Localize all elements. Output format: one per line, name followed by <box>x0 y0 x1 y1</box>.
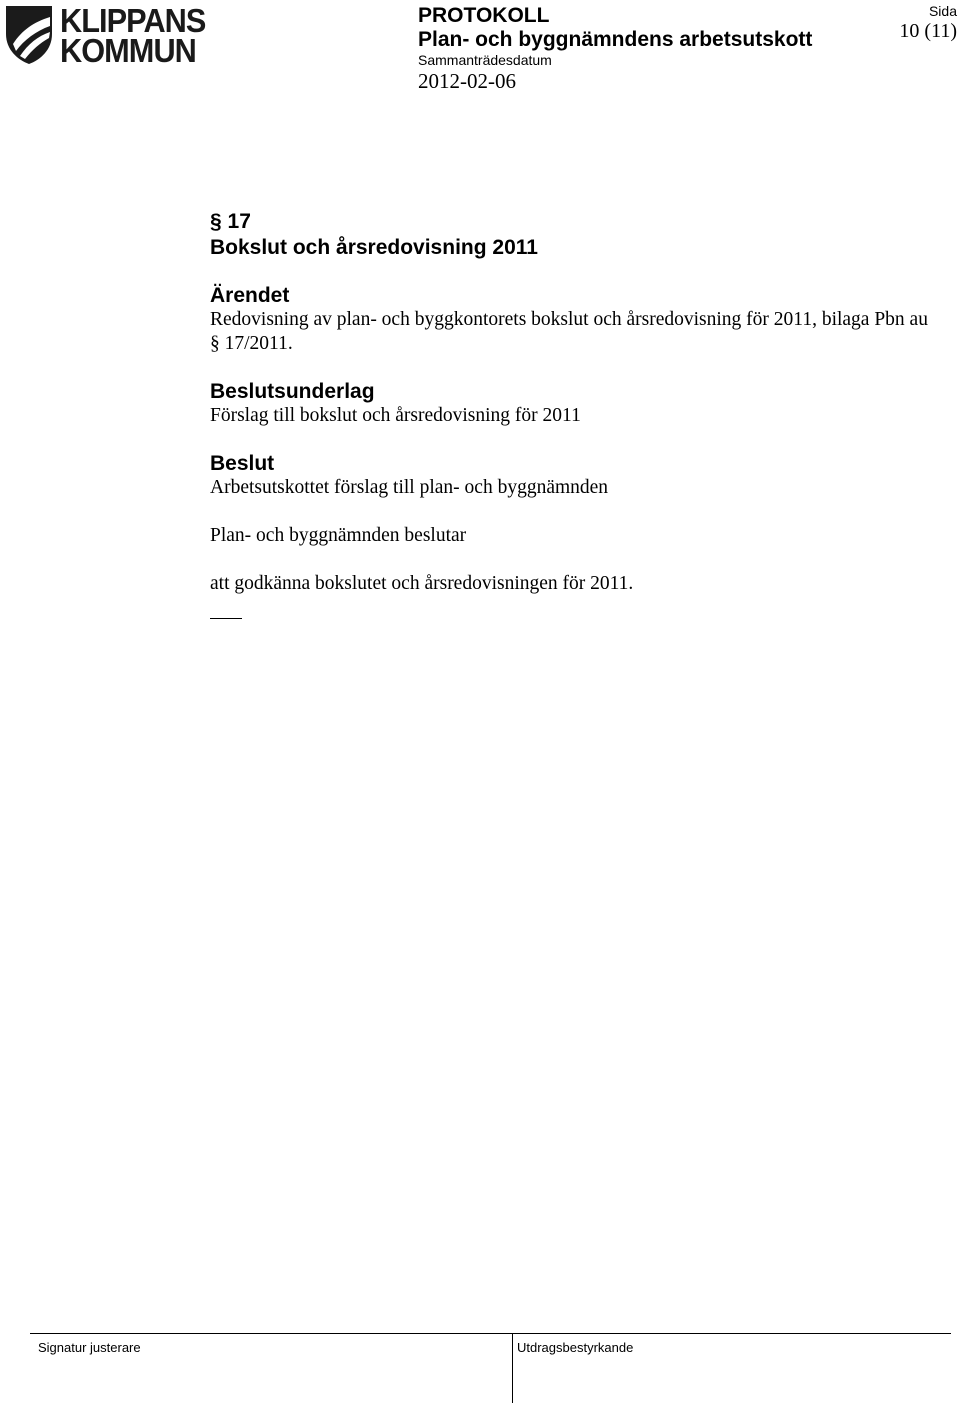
shield-emblem-icon <box>4 4 54 66</box>
arendet-heading: Ärendet <box>210 284 290 307</box>
page-number: 10 (11) <box>899 20 957 42</box>
section-title: Bokslut och årsredovisning 2011 <box>210 236 538 259</box>
paragraph-number: § 17 <box>210 210 251 233</box>
underlag-heading: Beslutsunderlag <box>210 380 375 403</box>
logo-text-line1: KLIPPANS <box>60 2 206 39</box>
logo-text-line2: KOMMUN <box>60 32 196 69</box>
section-end-line <box>210 618 242 619</box>
meeting-date-label: Sammanträdesdatum <box>418 52 552 68</box>
footer-rule <box>30 1333 951 1334</box>
arendet-text: Redovisning av plan- och byggkontorets bokslut och årsredovisning för 2011, bilaga Pbn au § 17/2011. <box>210 309 928 354</box>
meeting-date-value: 2012-02-06 <box>418 69 516 93</box>
board-name: Plan- och byggnämndens arbetsutskott <box>418 28 813 51</box>
extract-certification-label: Utdragsbestyrkande <box>517 1340 634 1355</box>
municipality-logo <box>4 4 216 68</box>
underlag-text: Förslag till bokslut och årsredovisning för 2011 <box>210 405 581 426</box>
beslut-body: Plan- och byggnämnden beslutar <box>210 525 467 546</box>
beslut-heading: Beslut <box>210 452 275 475</box>
footer-divider <box>512 1333 513 1403</box>
document-type: PROTOKOLL <box>418 4 550 27</box>
page-label: Sida <box>928 3 957 19</box>
beslut-decision: att godkänna bokslutet och årsredovisningen för 2011. <box>210 573 634 594</box>
protocol-section <box>210 208 950 619</box>
signature-label: Signatur justerare <box>38 1340 141 1355</box>
beslut-proposal: Arbetsutskottet förslag till plan- och byggnämnden <box>210 477 609 498</box>
